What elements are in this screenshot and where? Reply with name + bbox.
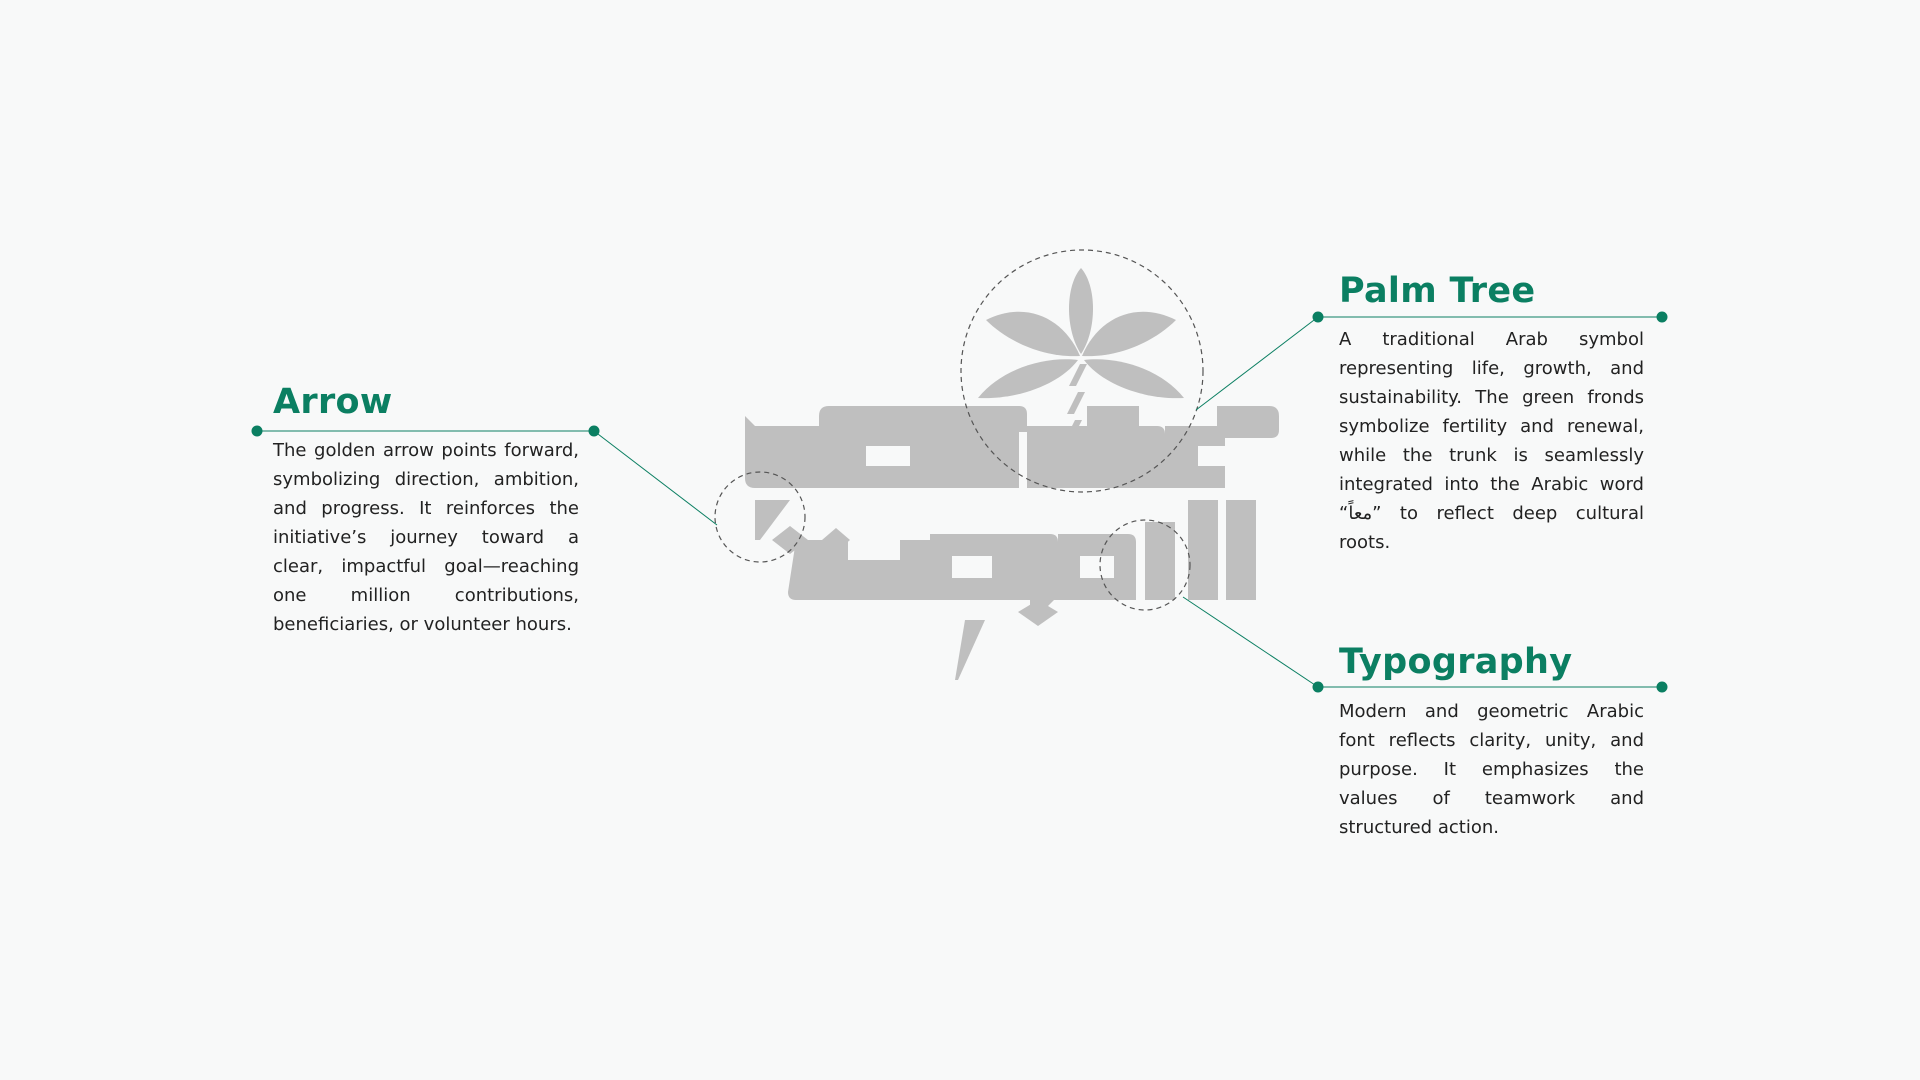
- arrow-dot-right: [589, 426, 599, 436]
- arrow-connector: [594, 431, 717, 525]
- logo-mark: [745, 268, 1279, 680]
- arrow-title: Arrow: [273, 382, 393, 422]
- palm-fronds: [978, 268, 1184, 398]
- palm-tree-description: A traditional Arab symbol representing life, growth, and sustainability. The green fronds symbolize fertility and renewal, while the trunk is seamlessly integrated into the Arabic word “معاً” to reflect deep cultural roots.: [1339, 329, 1644, 553]
- arrow-description: The golden arrow points forward, symbolizing direction, ambition, and progress. It reinforces the initiative’s journey toward a clear, impactful goal—reaching one million contributions, beneficiaries, or volunteer hours.: [273, 440, 579, 635]
- logo-word-lower: [772, 500, 1256, 680]
- palm-dot-right: [1657, 312, 1667, 322]
- palm-tree-title: Palm Tree: [1339, 271, 1536, 311]
- palm-connector: [1196, 317, 1318, 410]
- typography-dot-left: [1313, 682, 1323, 692]
- typography-title: Typography: [1339, 642, 1573, 682]
- arrow-dot-left: [252, 426, 262, 436]
- typography-connector: [1183, 597, 1318, 687]
- palm-dot-left: [1313, 312, 1323, 322]
- typography-dot-right: [1657, 682, 1667, 692]
- typography-description: Modern and geometric Arabic font reflects clarity, unity, and purpose. It emphasizes the values of teamwork and structured action.: [1339, 701, 1644, 838]
